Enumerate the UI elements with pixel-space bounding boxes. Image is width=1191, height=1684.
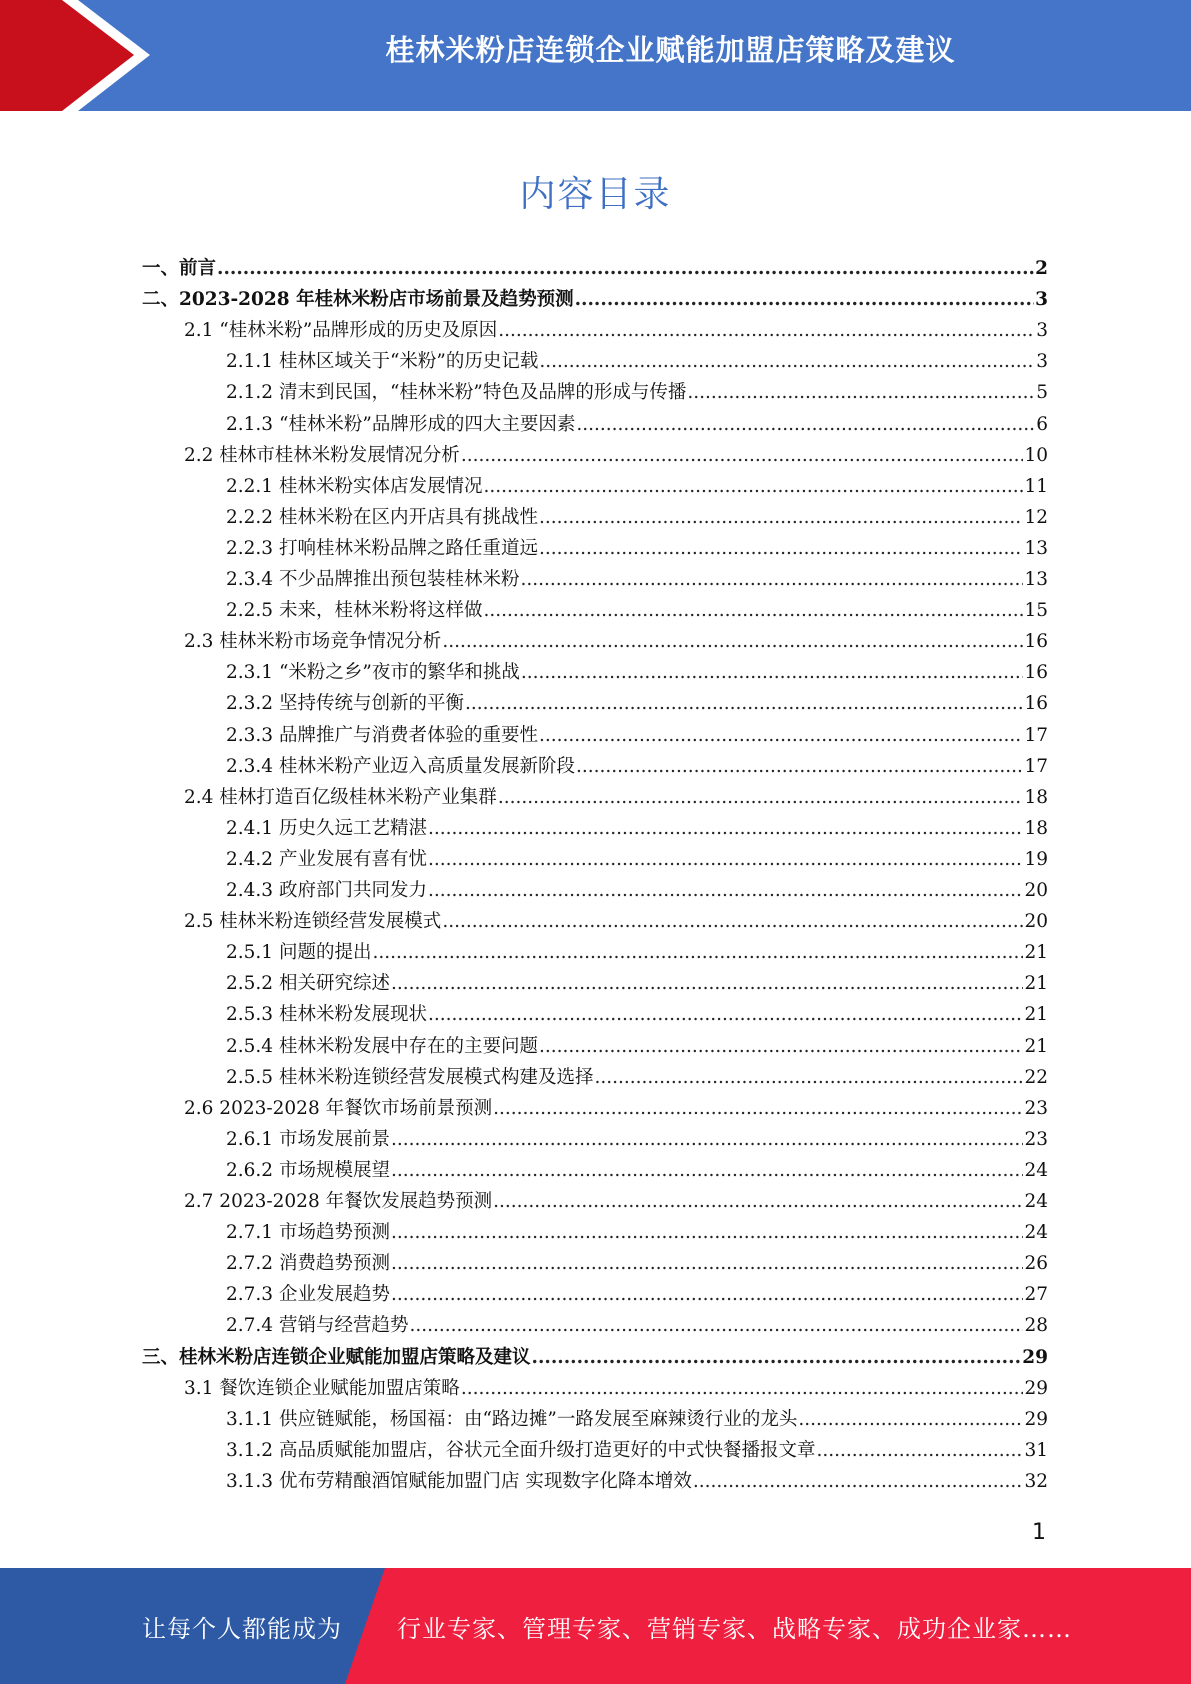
toc-entry-label: 2.4.1 历史久远工艺精湛 [226,817,427,839]
toc-entry-page: 24 [1024,1159,1048,1181]
toc-entry-page: 29 [1024,1377,1048,1399]
toc-entry-label: 2.6 2023-2028 年餐饮市场前景预测 [184,1097,493,1119]
toc-entry-page: 20 [1024,911,1048,933]
toc-entry-label: 3.1.1 供应链赋能，杨国福：由“路边摊”一路发展至麻辣烫行业的龙头 [226,1408,798,1430]
toc-entry[interactable] [226,1032,1048,1063]
toc-entry-label: 2.1.2 清末到民国，“桂林米粉”特色及品牌的形成与传播 [226,382,687,404]
toc-entry[interactable] [226,1405,1048,1436]
toc-entry-page: 24 [1024,1222,1048,1244]
toc-leader-dots [391,1160,1023,1181]
toc-leader-dots [483,600,1023,621]
toc-entry-label: 2.1 “桂林米粉”品牌形成的历史及原因 [184,320,498,342]
toc-entry[interactable] [226,814,1048,845]
toc-entry-label: 一、前言 [142,258,217,279]
toc-entry-label: 2.5.2 相关研究综述 [226,973,390,995]
toc-leader-dots [442,631,1023,652]
toc-entry-label: 2.3.3 品牌推广与消费者体验的重要性 [226,724,538,746]
toc-leader-dots [461,1378,1024,1399]
toc-entry[interactable] [226,1000,1048,1031]
toc-entry-label: 2.7.4 营销与经营趋势 [226,1315,409,1337]
toc-entry-label: 2.5.1 问题的提出 [226,942,372,964]
toc-entry-label: 2.7.3 企业发展趋势 [226,1284,390,1306]
toc-leader-dots [532,1347,1022,1368]
toc-entry-page: 3 [1036,351,1048,373]
toc-entry-page: 22 [1024,1066,1048,1088]
toc-entry[interactable] [226,1249,1048,1280]
footer-slogan-left: 让每个人都能成为 [142,1615,342,1643]
toc-entry-page: 16 [1024,662,1048,684]
toc-entry-page: 31 [1024,1439,1048,1461]
toc-entry-page: 32 [1024,1470,1048,1492]
red-arrow-icon [0,0,160,111]
toc-entry-page: 28 [1024,1315,1048,1337]
toc-entry-label: 2.4.2 产业发展有喜有忧 [226,848,427,870]
toc-entry-label: 2.4 桂林打造百亿级桂林米粉产业集群 [184,786,497,808]
toc-entry[interactable] [226,658,1048,689]
toc-leader-dots [409,1315,1023,1336]
toc-entry-page: 26 [1024,1253,1048,1275]
toc-entry-label: 3.1.2 高品质赋能加盟店，谷状元全面升级打造更好的中式快餐播报文章 [226,1439,816,1461]
toc-entry-page: 29 [1022,1346,1048,1368]
toc-entry[interactable] [184,1187,1048,1218]
toc-entry-page: 3 [1036,320,1048,342]
toc-leader-dots [520,569,1023,590]
toc-leader-dots [798,1409,1023,1430]
toc-entry[interactable] [226,1218,1048,1249]
header-title: 桂林米粉店连锁企业赋能加盟店策略及建议 [385,33,956,67]
toc-leader-dots [372,942,1023,963]
toc-leader-dots [483,476,1023,497]
toc-leader-dots [391,1222,1023,1243]
toc-entry-label: 2.7 2023-2028 年餐饮发展趋势预测 [184,1191,493,1212]
toc-entry[interactable] [226,689,1048,720]
toc-entry-label: 2.2 桂林市桂林米粉发展情况分析 [184,444,460,466]
toc-leader-dots [539,725,1023,746]
toc-entry-label: 2.3.1 “米粉之乡”夜市的繁华和挑战 [226,662,520,684]
toc-entry-page: 5 [1036,382,1048,404]
toc-leader-dots [594,1067,1023,1088]
toc-entry-label: 2.5.5 桂林米粉连锁经营发展模式构建及选择 [226,1066,594,1088]
toc-entry-page: 18 [1024,786,1048,808]
toc-leader-dots [816,1440,1023,1461]
toc-leader-dots [576,756,1023,777]
toc-leader-dots [461,445,1024,466]
toc-entry-page: 19 [1024,848,1048,870]
toc-leader-dots [539,538,1023,559]
toc-leader-dots [498,320,1035,341]
toc-leader-dots [465,693,1023,714]
toc-entry-page: 16 [1024,631,1048,653]
toc-entry[interactable] [142,254,1048,285]
toc-leader-dots [521,662,1024,683]
toc-entry-label: 2.2.2 桂林米粉在区内开店具有挑战性 [226,506,538,528]
toc-entry-label: 2.6.2 市场规模展望 [226,1159,390,1181]
toc-entry-page: 10 [1024,444,1048,466]
toc-leader-dots [493,1191,1023,1212]
toc-entry[interactable] [226,347,1048,378]
toc-leader-dots [539,1036,1023,1057]
toc-entry[interactable] [226,472,1048,503]
toc-entry-page: 16 [1024,693,1048,715]
toc-entry-label: 2.5 桂林米粉连锁经营发展模式 [184,911,442,933]
toc-leader-dots [539,351,1035,372]
toc-entry[interactable] [184,627,1048,658]
toc-title: 内容目录 [519,174,672,215]
toc-entry[interactable] [226,596,1048,627]
toc-entry-page: 21 [1024,1035,1048,1057]
toc-entry[interactable] [184,316,1048,347]
toc-entry-page: 18 [1024,817,1048,839]
toc-entry-page: 21 [1024,942,1048,964]
toc-entry[interactable] [226,938,1048,969]
toc-leader-dots [687,382,1035,403]
toc-entry-page: 17 [1024,755,1048,777]
toc-entry[interactable] [226,1311,1048,1342]
toc-entry-page: 13 [1024,537,1048,559]
toc-entry[interactable] [226,721,1048,752]
toc-entry-page: 24 [1024,1191,1048,1212]
toc-entry-page: 27 [1024,1284,1048,1306]
toc-leader-dots [428,1004,1023,1025]
toc-entry-page: 2 [1035,258,1048,279]
toc-entry[interactable] [142,1343,1048,1374]
toc-entry[interactable] [226,1436,1048,1467]
header-banner [0,0,1191,111]
toc-leader-dots [576,414,1035,435]
toc-entry[interactable] [226,1467,1048,1498]
toc-entry-label: 2.3.4 不少品牌推出预包装桂林米粉 [226,569,520,590]
toc-entry[interactable] [226,1280,1048,1311]
toc-entry-label: 3.1 餐饮连锁企业赋能加盟店策略 [184,1377,460,1399]
toc-entry-label: 2.2.1 桂林米粉实体店发展情况 [226,475,483,497]
toc-entry-page: 21 [1024,973,1048,995]
toc-entry-label: 2.1.1 桂林区域关于“米粉”的历史记载 [226,351,539,373]
toc-entry[interactable] [226,752,1048,783]
toc-entry-label: 2.5.4 桂林米粉发展中存在的主要问题 [226,1035,538,1057]
toc-entry[interactable] [184,441,1048,472]
toc-entry-label: 2.4.3 政府部门共同发力 [226,880,427,901]
toc-entry[interactable] [226,378,1048,409]
toc-leader-dots [428,880,1023,901]
toc-entry-page: 11 [1024,475,1048,497]
toc-entry-label: 2.5.3 桂林米粉发展现状 [226,1004,427,1026]
toc-entry[interactable] [226,534,1048,565]
toc-leader-dots [693,1471,1024,1492]
toc-leader-dots [498,787,1024,808]
toc-entry-page: 13 [1024,569,1048,590]
toc-entry-label: 2.3.4 桂林米粉产业迈入高质量发展新阶段 [226,755,575,777]
toc-entry-label: 2.2.5 未来，桂林米粉将这样做 [226,600,483,622]
toc-leader-dots [391,1253,1023,1274]
toc-entry-page: 3 [1035,289,1048,311]
toc-entry[interactable] [226,1125,1048,1156]
toc-entry[interactable] [226,1156,1048,1187]
toc-entry-page: 23 [1024,1128,1048,1150]
toc-entry-page: 23 [1024,1097,1048,1119]
toc-entry-page: 12 [1024,506,1048,528]
toc-entry[interactable] [184,1374,1048,1405]
footer-slogan-right: 行业专家、管理专家、营销专家、战略专家、成功企业家…… [397,1615,1072,1643]
toc-entry-page: 20 [1024,880,1048,901]
toc-entry-label: 2.3 桂林米粉市场竞争情况分析 [184,631,442,653]
toc-entry[interactable] [142,285,1048,316]
toc-entry[interactable] [226,969,1048,1000]
toc-leader-dots [391,1284,1023,1305]
toc-leader-dots [442,911,1023,932]
toc-entry-label: 3.1.3 优布劳精酿酒馆赋能加盟门店 实现数字化降本增效 [226,1470,692,1492]
toc-entry[interactable] [226,410,1048,441]
toc-entry[interactable] [226,565,1048,596]
toc-entry-label: 2.7.2 消费趋势预测 [226,1253,390,1275]
toc-entry-page: 17 [1024,724,1048,746]
toc-entry-label: 二、2023-2028 年桂林米粉店市场前景及趋势预测 [142,289,574,311]
footer-banner [0,1568,1191,1684]
toc-leader-dots [428,849,1023,870]
toc-entry-label: 三、桂林米粉店连锁企业赋能加盟店策略及建议 [142,1346,531,1368]
toc-entry-label: 2.7.1 市场趋势预测 [226,1222,390,1244]
toc-leader-dots [428,818,1023,839]
toc-leader-dots [391,973,1023,994]
toc-leader-dots [217,258,1034,279]
toc-entry[interactable] [184,783,1048,814]
toc-entry-page: 6 [1036,413,1048,435]
toc-entry[interactable] [184,907,1048,938]
toc-leader-dots [539,507,1023,528]
toc-entry-label: 2.2.3 打响桂林米粉品牌之路任重道远 [226,537,538,559]
toc-leader-dots [391,1129,1023,1150]
toc-entry[interactable] [226,876,1048,907]
toc-entry-page: 21 [1024,1004,1048,1026]
page-number: 1 [1032,1520,1046,1545]
toc-leader-dots [575,289,1035,310]
toc-entry[interactable] [184,1094,1048,1125]
toc-entry-label: 2.3.2 坚持传统与创新的平衡 [226,693,464,715]
toc-leader-dots [493,1098,1023,1119]
toc-entry-page: 15 [1024,600,1048,622]
toc-entry[interactable] [226,503,1048,534]
toc-entry-label: 2.6.1 市场发展前景 [226,1128,390,1150]
toc-entry[interactable] [226,845,1048,876]
toc-entry-label: 2.1.3 “桂林米粉”品牌形成的四大主要因素 [226,413,576,435]
toc-entry-page: 29 [1024,1408,1048,1430]
toc-entry[interactable] [226,1063,1048,1094]
